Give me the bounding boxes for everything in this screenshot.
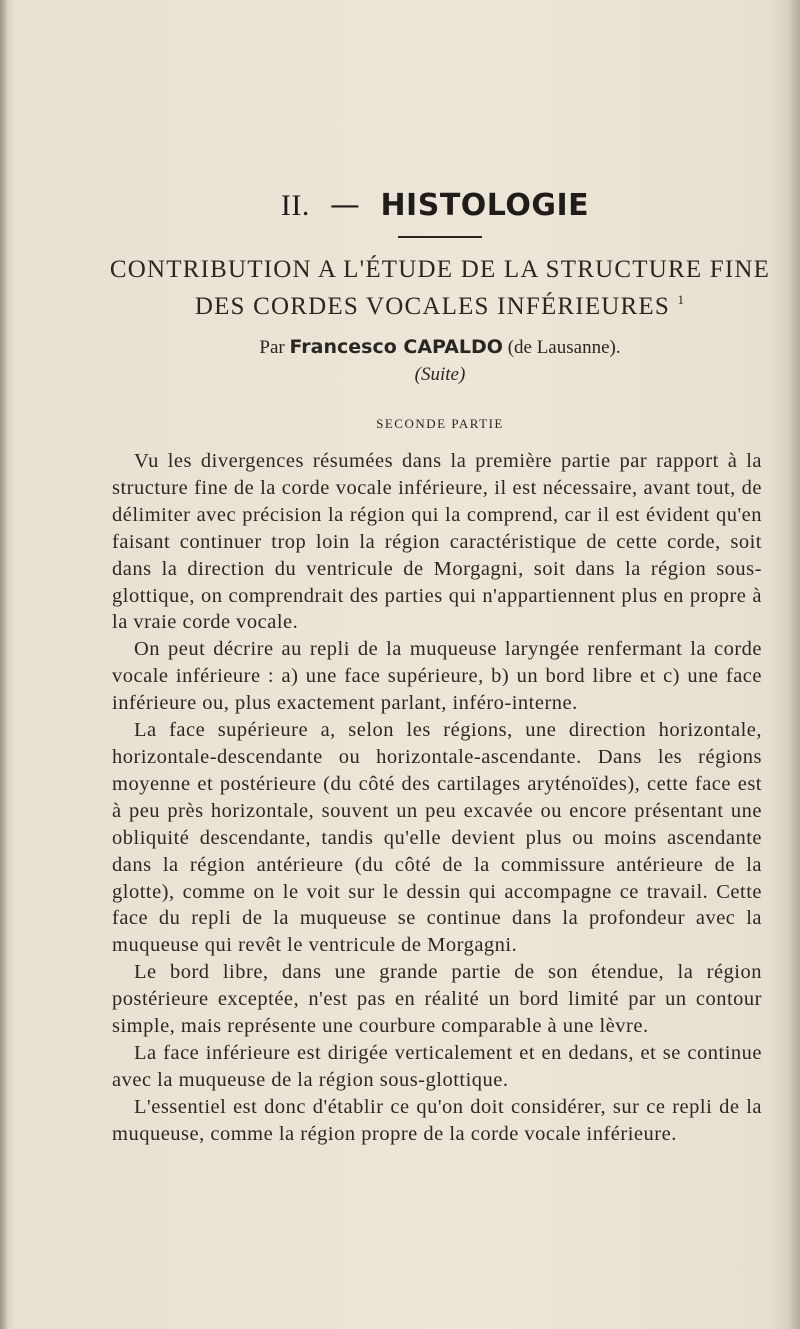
footnote-mark: 1	[677, 292, 686, 307]
paragraph: La face supérieure a, selon les régions, une direction horizontale, horizontale-descendante ou horizontale-ascendante. Dans les régions moyenne et postérieure (du côté des cartilages aryténoïdes), cette face est à peu près horizontale, souvent un peu excavée ou encore présentant une obliquité descendante, tandis qu'elle devient plus ou moins ascendante dans la région antérieure (du côté de la commissure antérieure de la glotte), comme on le voit sur le dessin qui accompagne ce travail. Cette face du repli de la muqueuse se continue dans la profondeur avec la muqueuse qui revêt le ventricule de Morgagni.	[112, 719, 762, 957]
article-title-text: DES CORDES VOCALES INFÉRIEURES	[194, 293, 671, 320]
paragraph: Vu les divergences résumées dans la première partie par rapport à la structure fine de la corde vocale inférieure, il est nécessaire, avant tout, de délimiter avec précision la région qui la comprend, car il est évident qu'en faisant continuer trop loin la région caractéristique de cette corde, soit dans la direction du ventricule de Morgagni, soit dans la région sous-glottique, on comprendrait des parties qui n'appartiennent plus en propre à la vraie corde vocale.	[112, 450, 762, 634]
paragraph: L'essentiel est donc d'établir ce qu'on doit considérer, sur ce repli de la muqueuse, comme la région propre de la corde vocale inférieure.	[112, 1095, 762, 1145]
byline	[0, 336, 800, 359]
part-heading: SECONDE PARTIE	[376, 416, 504, 431]
paragraph: La face inférieure est dirigée verticalement et en dedans, et se continue avec la muqueuse de la région sous-glottique.	[112, 1041, 762, 1091]
author-affiliation: (de Lausanne).	[507, 337, 621, 358]
byline-prefix: Par	[259, 337, 285, 358]
article-title-line-2	[0, 292, 800, 321]
author-name: Francesco CAPALDO	[289, 336, 503, 358]
paragraph: On peut décrire au repli de la muqueuse laryngée renfermant la corde vocale inférieure : a) une face supérieure, b) un bord libre et c) une face inférieure ou, plus exactement parlant, inféro-interne.	[112, 638, 762, 715]
section-word: HISTOLOGIE	[380, 188, 590, 223]
continuation-note: (Suite)	[414, 364, 466, 385]
heading-rule	[398, 236, 482, 238]
paragraph: Le bord libre, dans une grande partie de son étendue, la région postérieure exceptée, n'est pas en réalité un bord limité par un contour simple, mais représente une courbure comparable à une lèvre.	[112, 961, 762, 1038]
section-number: II.	[280, 189, 310, 222]
section-heading	[0, 188, 800, 223]
article-title-line-1: CONTRIBUTION A L'ÉTUDE DE LA STRUCTURE FINE	[109, 256, 771, 283]
article-body	[112, 448, 762, 1148]
section-dash: —	[329, 188, 361, 223]
